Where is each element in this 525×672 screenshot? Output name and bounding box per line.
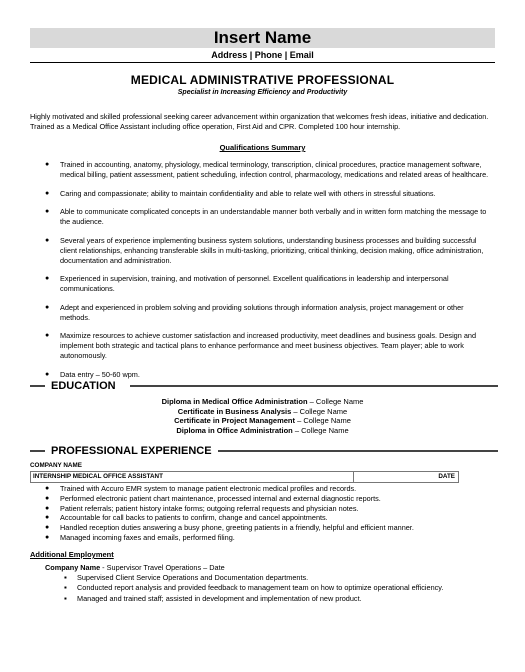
bullet-icon: ● xyxy=(45,275,50,282)
list-item: ● Able to communicate complicated concepts in an understandable manner both verbally and in written form matching the message to the audience. xyxy=(45,207,487,226)
contact-line: Address | Phone | Email xyxy=(211,50,314,60)
list-item: ● Experienced in supervision, training, and motivation of personnel. Excellent qualifications in leadership and interpersonal communications. xyxy=(45,274,449,293)
position-row xyxy=(30,471,459,483)
dash-bullet-icon: ▪ xyxy=(64,593,67,603)
bullet-icon: ● xyxy=(45,524,50,532)
list-item: ● Managed incoming faxes and emails, performed filing. xyxy=(45,532,235,542)
experience-section-header xyxy=(30,444,498,458)
position-divider xyxy=(353,472,354,482)
list-item: ● Trained in accounting, anatomy, physiology, medical terminology, transcription, clinical procedures, practice management software, medical billing, patient assessment, patient scheduling, infection control, pharmacology, medications and related areas of healthcare. xyxy=(45,160,489,179)
list-item: ● Several years of experience implementing business system solutions, understanding business processes and building successful client relationships, enhancing transferable skills in multi-tasking, prioritizing, critical thinking, decision making, office administration, documentation and administration. xyxy=(45,235,484,265)
list-item: ▪ Supervised Client Service Operations and Documentation departments. xyxy=(64,573,309,582)
section-rule xyxy=(130,385,498,387)
additional-company-line xyxy=(45,563,225,572)
list-item: ● Trained with Accuro EMR system to manage patient electronic medical profiles and records. xyxy=(45,484,357,493)
bullet-icon: ● xyxy=(45,494,50,502)
profile-summary: Highly motivated and skilled professional seeking career advancement within organization that welcomes fresh ideas, initiative and dedication. Trained as a Medical Office Assistant including office operation, First Aid and CPR. Completed 100 hour internship. xyxy=(30,112,489,131)
section-title: PROFESSIONAL EXPERIENCE xyxy=(51,445,212,457)
list-item: ● Data entry – 50-60 wpm. xyxy=(45,369,140,379)
experience-list xyxy=(45,484,490,543)
list-item: ● Accountable for call backs to patients to confirm, change and cancel appointments. xyxy=(45,513,328,523)
bullet-icon: ● xyxy=(45,485,50,492)
name-banner xyxy=(30,28,495,48)
list-item: ● Handled reception duties answering a busy phone, greeting patients in a friendly, helpful and efficient manner. xyxy=(45,523,414,533)
education-list xyxy=(30,397,495,435)
education-item: Diploma in Medical Office Administration – College Name xyxy=(161,397,364,406)
position-date: DATE xyxy=(438,473,455,480)
bullet-icon: ● xyxy=(45,533,50,541)
list-item: ▪ Conducted report analysis and provided feedback to management team on how to optimize operational efficiency. xyxy=(64,583,444,593)
section-title: EDUCATION xyxy=(51,380,116,392)
bullet-icon: ● xyxy=(45,514,50,522)
candidate-name: Insert Name xyxy=(213,28,312,47)
dash-bullet-icon: ▪ xyxy=(64,583,67,593)
job-title: MEDICAL ADMINISTRATIVE PROFESSIONAL xyxy=(130,73,395,87)
section-rule xyxy=(30,385,45,387)
bullet-icon: ● xyxy=(45,236,50,244)
additional-employment-heading: Additional Employment xyxy=(30,550,114,559)
list-item: ● Maximize resources to achieve customer satisfaction and increased productivity, meet deadlines and business goals. Design and implement both strategic and tactical plans to enhance performance and meet business objectives. Team player; able to work autonomously. xyxy=(45,331,477,360)
education-item: Diploma in Office Administration – College Name xyxy=(176,425,349,435)
bullet-icon: ● xyxy=(45,504,50,512)
education-item: Certificate in Project Management – College Name xyxy=(174,416,351,425)
education-item: Certificate in Business Analysis – College Name xyxy=(177,406,348,416)
bullet-icon: ● xyxy=(45,332,50,339)
dash-bullet-icon: ▪ xyxy=(64,573,67,582)
bullet-icon: ● xyxy=(45,303,50,311)
list-item: ● Adept and experienced in problem solving and providing solutions through information analysis, project management or other methods. xyxy=(45,302,464,322)
qualifications-list xyxy=(45,160,495,388)
additional-company-name: Company Name xyxy=(45,563,101,572)
company-name-label: COMPANY NAME xyxy=(30,462,82,469)
list-item: ● Caring and compassionate; ability to maintain confidentiality and able to relate well with others in stressful situations. xyxy=(45,188,436,198)
tagline: Specialist in Increasing Efficiency and Productivity xyxy=(177,89,348,96)
education-section-header xyxy=(30,379,498,393)
contact-divider xyxy=(30,62,495,63)
additional-role-date: - Supervisor Travel Operations – Date xyxy=(100,563,225,572)
qualifications-heading: Qualifications Summary xyxy=(219,143,306,152)
bullet-icon: ● xyxy=(45,189,50,197)
position-title: INTERNSHIP MEDICAL OFFICE ASSISTANT xyxy=(33,473,163,480)
bullet-icon: ● xyxy=(45,161,50,168)
list-item: ● Performed electronic patient chart maintenance, processed internal and external diagnostic reports. xyxy=(45,493,381,503)
section-rule xyxy=(30,450,45,452)
list-item: ▪ Managed and trained staff; assisted in development and implementation of new product. xyxy=(64,593,362,603)
additional-list xyxy=(64,573,497,604)
list-item: ● Patient referrals; patient history intake forms; outgoing referral requests and physician notes. xyxy=(45,503,359,513)
bullet-icon: ● xyxy=(45,370,50,378)
section-rule xyxy=(218,450,498,452)
bullet-icon: ● xyxy=(45,208,50,215)
